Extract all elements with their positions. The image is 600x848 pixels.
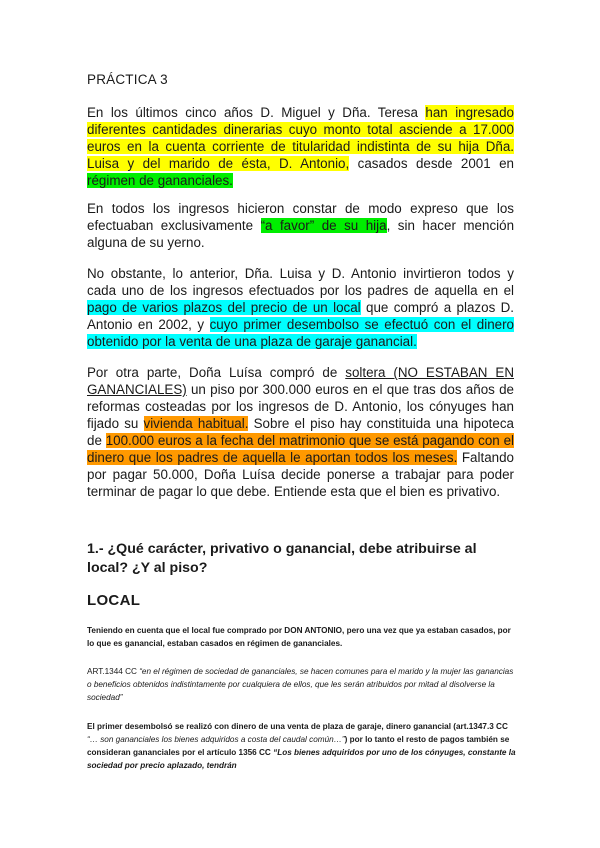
- paragraph-4: [87, 364, 514, 500]
- p1-text-c: casados desde 2001 en: [349, 156, 514, 171]
- section-paragraph-2: [87, 665, 519, 704]
- paragraph-2: [87, 200, 514, 251]
- page-title: PRÁCTICA 3: [87, 72, 168, 87]
- section-heading-local: LOCAL: [87, 592, 141, 609]
- section-paragraph-1: Teniendo en cuenta que el local fue comprado por DON ANTONIO, pero una vez que ya estaban casados, por lo que es ganancial, estaban casados en régimen de gananciales.: [87, 626, 511, 648]
- p2-highlight-green: “a favor” de su hija: [260, 218, 387, 233]
- section-paragraph-3: [87, 720, 519, 772]
- s3-quote-2: “Los bienes adquiridos por uno de los cónyuges, constante la sociedad por precio aplazado, tendrán: [87, 748, 516, 770]
- p2-text-a: En todos los ingresos hicieron constar de modo expreso que los efectuaban exclusivamente: [87, 201, 514, 233]
- s3-text-c: ) por lo tanto el resto de pagos también se consideran gananciales por el artículo 1356 CC: [87, 735, 510, 757]
- p3-highlight-cyan-1: pago de varios plazos del precio de un local: [87, 300, 361, 315]
- p4-text-e: Sobre el piso hay constituida una hipoteca de: [87, 416, 514, 448]
- p1-text-a: En los últimos cinco años D. Miguel y Dña. Teresa: [87, 105, 426, 120]
- p4-text-a: Por otra parte, Doña Luísa compró de: [87, 365, 346, 380]
- p3-highlight-cyan-2: cuyo primer desembolso se efectuó con el dinero obtenido por la venta de una plaza de garaje ganancial.: [87, 317, 514, 349]
- p4-underlined: soltera (NO ESTABAN EN GANANCIALES): [87, 365, 515, 397]
- s3-quote-1: “… son gananciales los bienes adquiridos a costa del caudal común…”: [87, 735, 345, 744]
- s3-text-a: El primer desembolsó se realizó con dinero de una venta de plaza de garaje, dinero ganancial (art.1347.3 CC: [87, 722, 508, 731]
- s2-article-ref: ART.1344 CC: [87, 667, 140, 676]
- p1-highlight-yellow: han ingresado diferentes cantidades dinerarias cuyo monto total asciende a 17.000 euros en la cuenta corriente de titularidad indistinta de su hija Dña. Luisa y del marido de ésta, D. Antonio,: [87, 105, 515, 171]
- p1-highlight-green: régimen de gananciales.: [87, 173, 233, 188]
- p4-highlight-orange-2: 100.000 euros a la fecha del matrimonio que se está pagando con el dinero que los padres de aquella le aportan todos los meses.: [87, 433, 514, 465]
- paragraph-3: [87, 265, 514, 350]
- p4-text-g: Faltando por pagar 50.000, Doña Luísa decide ponerse a trabajar para poder terminar de pagar lo que debe. Entiende esta que el bien es privativo.: [87, 450, 514, 499]
- p4-highlight-orange-1: vivienda habitual.: [143, 416, 249, 431]
- s2-quote: “en el régimen de sociedad de gananciales, se hacen comunes para el marido y la mujer las ganancias o beneficios obtenidos indistintamente por cualquiera de ellos, que les serán atribuidos por mitad al disolverse la sociedad”: [87, 667, 514, 702]
- p4-text-c: un piso por 300.000 euros en el que tras dos años de reformas costeadas por los ingresos de D. Antonio, los cónyuges han fijado su: [87, 382, 514, 431]
- p3-text-c: que compró a plazos D. Antonio en 2002, y: [87, 300, 515, 332]
- p3-text-a: No obstante, lo anterior, Dña. Luisa y D. Antonio invirtieron todos y cada uno de los ingresos efectuados por los padres de aquella en el: [87, 266, 514, 298]
- p2-text-c: , sin hacer mención alguna de su yerno.: [87, 218, 515, 250]
- question-heading: 1.- ¿Qué carácter, privativo o ganancial, debe atribuirse al local? ¿Y al piso?: [87, 541, 477, 576]
- paragraph-1: [87, 104, 514, 189]
